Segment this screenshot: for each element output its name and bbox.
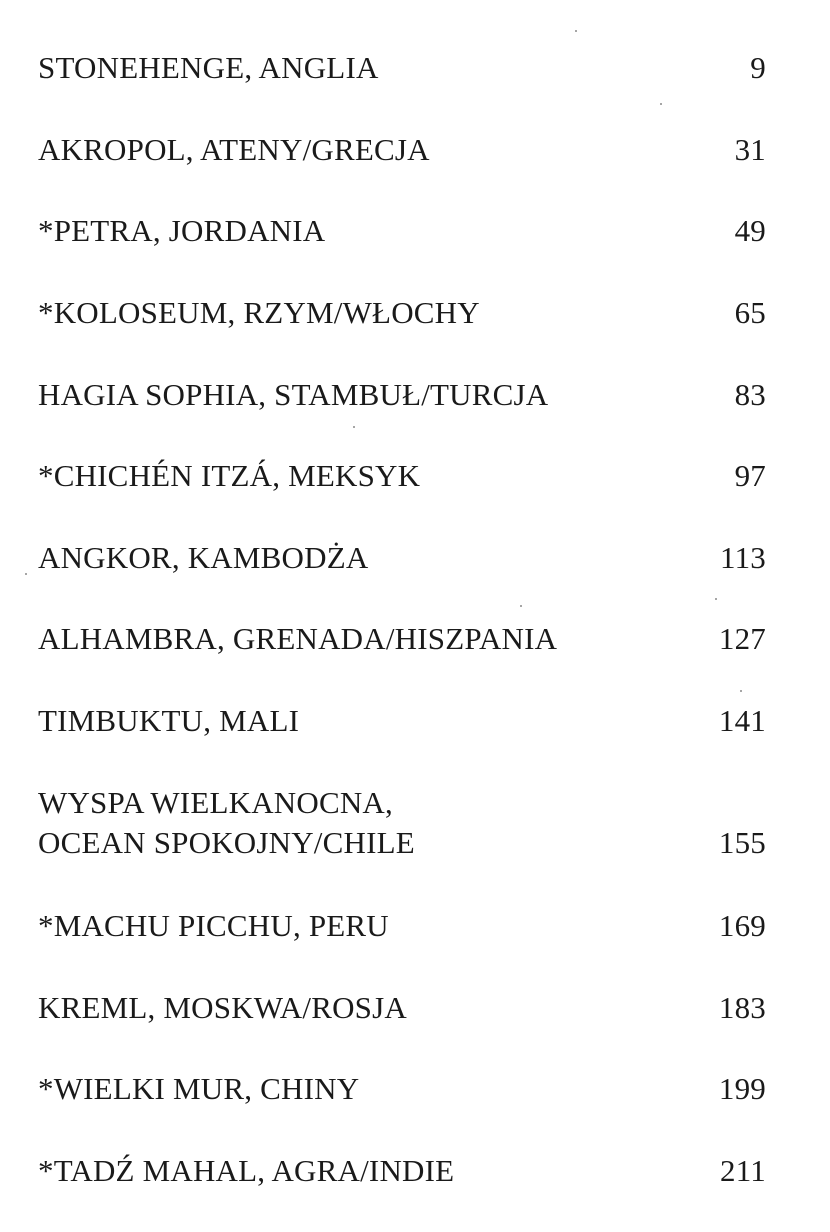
toc-entry-title: ALHAMBRA, GRENADA/HISZPANIA bbox=[38, 621, 558, 656]
toc-entry bbox=[38, 211, 766, 251]
toc-entry bbox=[38, 375, 766, 415]
toc-entry-title: STONEHENGE, ANGLIA bbox=[38, 50, 379, 85]
toc-entry-title: HAGIA SOPHIA, STAMBUŁ/TURCJA bbox=[38, 377, 549, 412]
toc-entry bbox=[38, 619, 766, 659]
toc-entry-page-number: 127 bbox=[718, 621, 766, 656]
scan-speck bbox=[740, 690, 742, 692]
scan-speck bbox=[715, 598, 717, 600]
toc-entry-title: ANGKOR, KAMBODŻA bbox=[38, 540, 369, 575]
toc-entry-page-number: 211 bbox=[720, 1153, 766, 1188]
toc-entry-title: AKROPOL, ATENY/GRECJA bbox=[38, 132, 430, 167]
toc-entry-page-number: 65 bbox=[734, 295, 766, 330]
toc-entry bbox=[38, 701, 766, 741]
toc-entry bbox=[38, 48, 766, 88]
toc-entry-title-line-2: OCEAN SPOKOJNY/CHILE bbox=[38, 825, 415, 861]
toc-entry-page-number: 9 bbox=[750, 50, 766, 85]
scan-speck bbox=[520, 605, 522, 607]
toc-entry bbox=[38, 456, 766, 496]
toc-entry bbox=[38, 130, 766, 170]
toc-entry-title: *PETRA, JORDANIA bbox=[38, 213, 326, 248]
toc-entry bbox=[38, 1151, 766, 1191]
toc-entry bbox=[38, 783, 766, 864]
toc-entry-title: *KOLOSEUM, RZYM/WŁOCHY bbox=[38, 295, 480, 330]
toc-entry-page-number: 141 bbox=[718, 703, 766, 738]
toc-entry-page-number: 199 bbox=[718, 1071, 766, 1106]
toc-entry-title-line-1: WYSPA WIELKANOCNA, bbox=[38, 785, 393, 820]
toc-entry-title: *CHICHÉN ITZÁ, MEKSYK bbox=[38, 458, 421, 493]
toc-entry-page-number: 83 bbox=[734, 377, 766, 412]
toc-entry-title: *TADŹ MAHAL, AGRA/INDIE bbox=[38, 1153, 455, 1188]
toc-entry-page-number: 31 bbox=[734, 132, 766, 167]
scan-speck bbox=[353, 426, 355, 428]
toc-entry-title: TIMBUKTU, MALI bbox=[38, 703, 300, 738]
toc-entry-title: *MACHU PICCHU, PERU bbox=[38, 908, 389, 943]
toc-entry-page-number: 183 bbox=[718, 990, 766, 1025]
toc-entry bbox=[38, 906, 766, 946]
scan-speck bbox=[25, 573, 27, 575]
toc-entry-title: *WIELKI MUR, CHINY bbox=[38, 1071, 360, 1106]
toc-entry-title: KREML, MOSKWA/ROSJA bbox=[38, 990, 407, 1025]
toc-entry bbox=[38, 293, 766, 333]
toc-entry bbox=[38, 538, 766, 578]
toc-entry-page-number: 169 bbox=[718, 908, 766, 943]
scan-speck bbox=[575, 30, 577, 32]
toc-entry-page-number: 97 bbox=[734, 458, 766, 493]
scan-speck bbox=[660, 103, 662, 105]
toc-entry-page-number: 113 bbox=[720, 540, 766, 575]
toc-entry-page-number: 49 bbox=[734, 213, 766, 248]
toc-entry-page-number: 155 bbox=[718, 825, 766, 861]
toc-entry bbox=[38, 988, 766, 1028]
toc-entry bbox=[38, 1069, 766, 1109]
